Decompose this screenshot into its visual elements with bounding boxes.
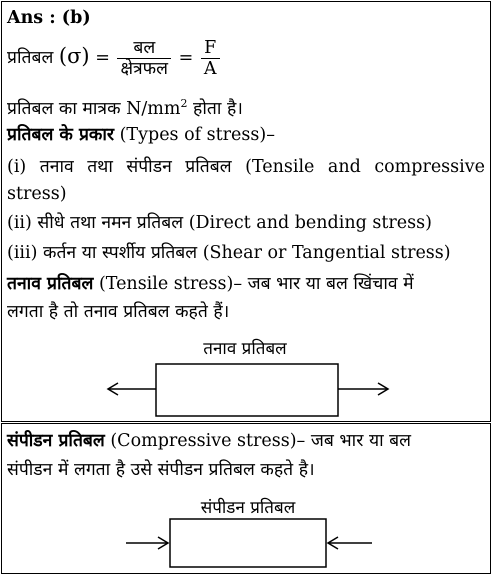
formula-numerator-force: बल	[117, 38, 171, 59]
formula-denominator-a: A	[203, 59, 217, 79]
compressive-desc: जब भार या बल	[305, 431, 412, 451]
answer-box-bottom	[1, 423, 491, 574]
type-item-1-line-2: stress)	[7, 184, 67, 204]
answer-box-top	[1, 1, 491, 422]
tensile-definition-line-2: लगता है तो तनाव प्रतिबल कहते हैं।	[7, 302, 230, 322]
formula-equals-2: =	[178, 48, 194, 68]
unit-text: प्रतिबल का मात्रक N/mm	[7, 99, 181, 119]
compressive-diagram	[2, 424, 492, 575]
tensile-diagram	[2, 2, 492, 423]
compressive-diagram-label: संपीडन प्रतिबल	[200, 498, 296, 518]
compressive-right-arrow	[328, 537, 372, 549]
formula-lhs: प्रतिबल	[7, 48, 54, 68]
formula-numerator-f: F	[201, 38, 220, 59]
formula-symbol: (σ)	[58, 44, 90, 68]
tensile-right-arrow	[338, 383, 388, 395]
unit-text-end: होता है।	[187, 99, 243, 119]
tensile-left-arrow	[108, 383, 156, 395]
compressive-english: (Compressive stress)–	[104, 431, 306, 451]
type-item-2: (ii) सीधे तथा नमन प्रतिबल (Direct and bending stress)	[7, 213, 432, 233]
unit-superscript: 2	[180, 97, 188, 110]
types-heading-hindi: प्रतिबल के प्रकार	[7, 125, 115, 145]
answer-label: Ans : (b)	[7, 8, 91, 28]
tensile-desc: जब भार या बल खिंचाव में	[242, 274, 414, 294]
compressive-term: संपीडन प्रतिबल	[7, 431, 105, 451]
type-item-3: (iii) कर्तन या स्पर्शीय प्रतिबल (Shear or Tangential stress)	[7, 243, 451, 263]
tensile-diagram-label: तनाव प्रतिबल	[203, 339, 287, 359]
compressive-definition-line-2: संपीडन में लगता है उसे संपीडन प्रतिबल कहते है।	[7, 460, 315, 480]
formula-equals: =	[95, 48, 110, 68]
tensile-english: (Tensile stress)–	[93, 274, 243, 294]
type-item-1-line-1: (i) तनाव तथा संपीडन प्रतिबल (Tensile and compressive	[7, 157, 485, 177]
formula-denominator-area: क्षेत्रफल	[120, 59, 169, 79]
compressive-left-arrow	[126, 537, 168, 549]
tensile-bar	[156, 364, 338, 416]
tensile-term: तनाव प्रतिबल	[7, 274, 94, 294]
types-heading-english: (Types of stress)–	[114, 125, 275, 145]
compressive-bar	[170, 519, 326, 567]
